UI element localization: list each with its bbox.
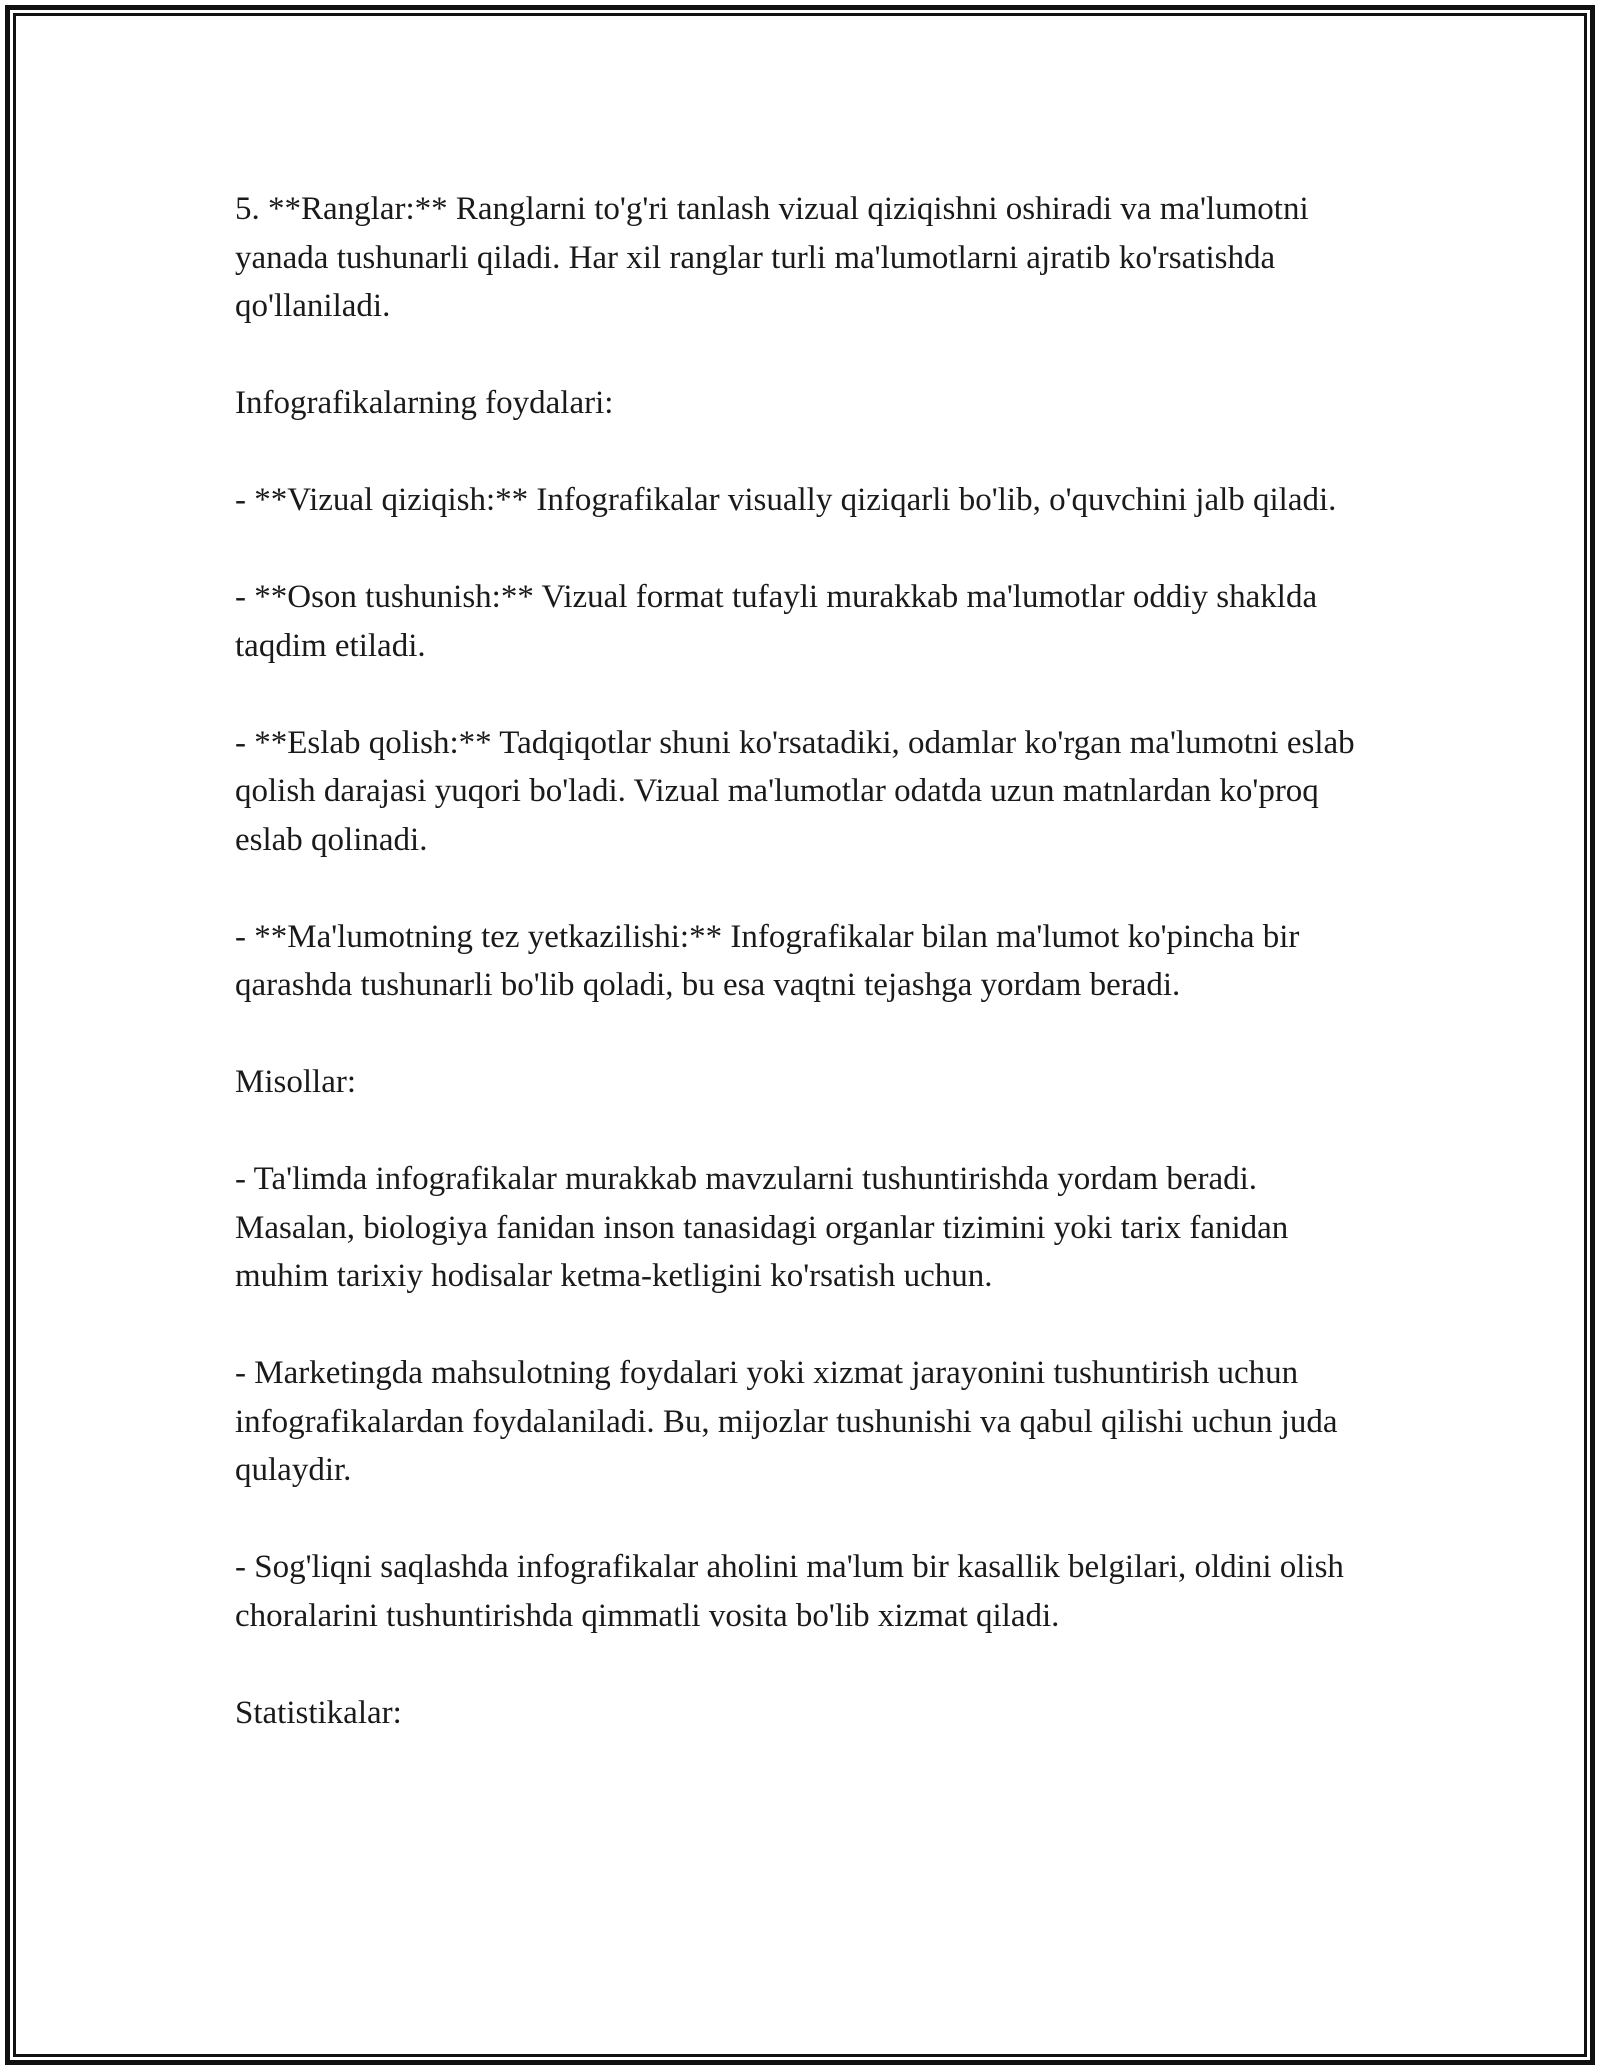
- heading-benefits: Infografikalarning foydalari:: [235, 385, 614, 421]
- list-item-healthcare: - Sog'liqni saqlashda infografikalar aholini ma'lum bir kasallik belgilari, oldini olish choralarini tushuntirishda qimmatli vosita bo'lib xizmat qiladi.: [235, 1549, 1344, 1634]
- list-item-fast-delivery: - **Ma'lumotning tez yetkazilishi:** Infografikalar bilan ma'lumot ko'pincha bir qarashda tushunarli bo'lib qoladi, bu esa vaqtni tejashga yordam beradi.: [235, 918, 1300, 1003]
- document-body: [235, 185, 1385, 1786]
- heading-statistics: Statistikalar:: [235, 1694, 402, 1731]
- list-item-easy-understanding: - **Oson tushunish:** Vizual format tufayli murakkab ma'lumotlar oddiy shaklda taqdim etiladi.: [235, 579, 1318, 664]
- list-item-memorability: - **Eslab qolish:** Tadqiqotlar shuni ko'rsatadiki, odamlar ko'rgan ma'lumotni eslab qolish darajasi yuqori bo'ladi. Vizual ma'lumotlar odatda uzun matnlardan ko'proq eslab qolinadi.: [235, 724, 1355, 858]
- paragraph-colors-item: 5. **Ranglar:** Ranglarni to'g'ri tanlash vizual qiziqishni oshiradi va ma'lumotni yanada tushunarli qiladi. Har xil ranglar turli ma'lumotlarni ajratib ko'rsatishda qo'llaniladi.: [235, 191, 1309, 324]
- list-item-education: - Ta'limda infografikalar murakkab mavzularni tushuntirishda yordam beradi. Masalan, biologiya fanidan inson tanasidagi organlar tizimini yoki tarix fanidan muhim tarixiy hodisalar ketma-ketligini ko'rsatish uchun.: [235, 1161, 1289, 1294]
- list-item-visual-interest: - **Vizual qiziqish:** Infografikalar visually qiziqarli bo'lib, o'quvchini jalb qiladi.: [235, 482, 1337, 518]
- heading-examples: Misollar:: [235, 1064, 356, 1100]
- list-item-marketing: - Marketingda mahsulotning foydalari yoki xizmat jarayonini tushuntirish uchun infografikalardan foydalaniladi. Bu, mijozlar tushunishi va qabul qilishi uchun juda qulaydir.: [235, 1355, 1338, 1488]
